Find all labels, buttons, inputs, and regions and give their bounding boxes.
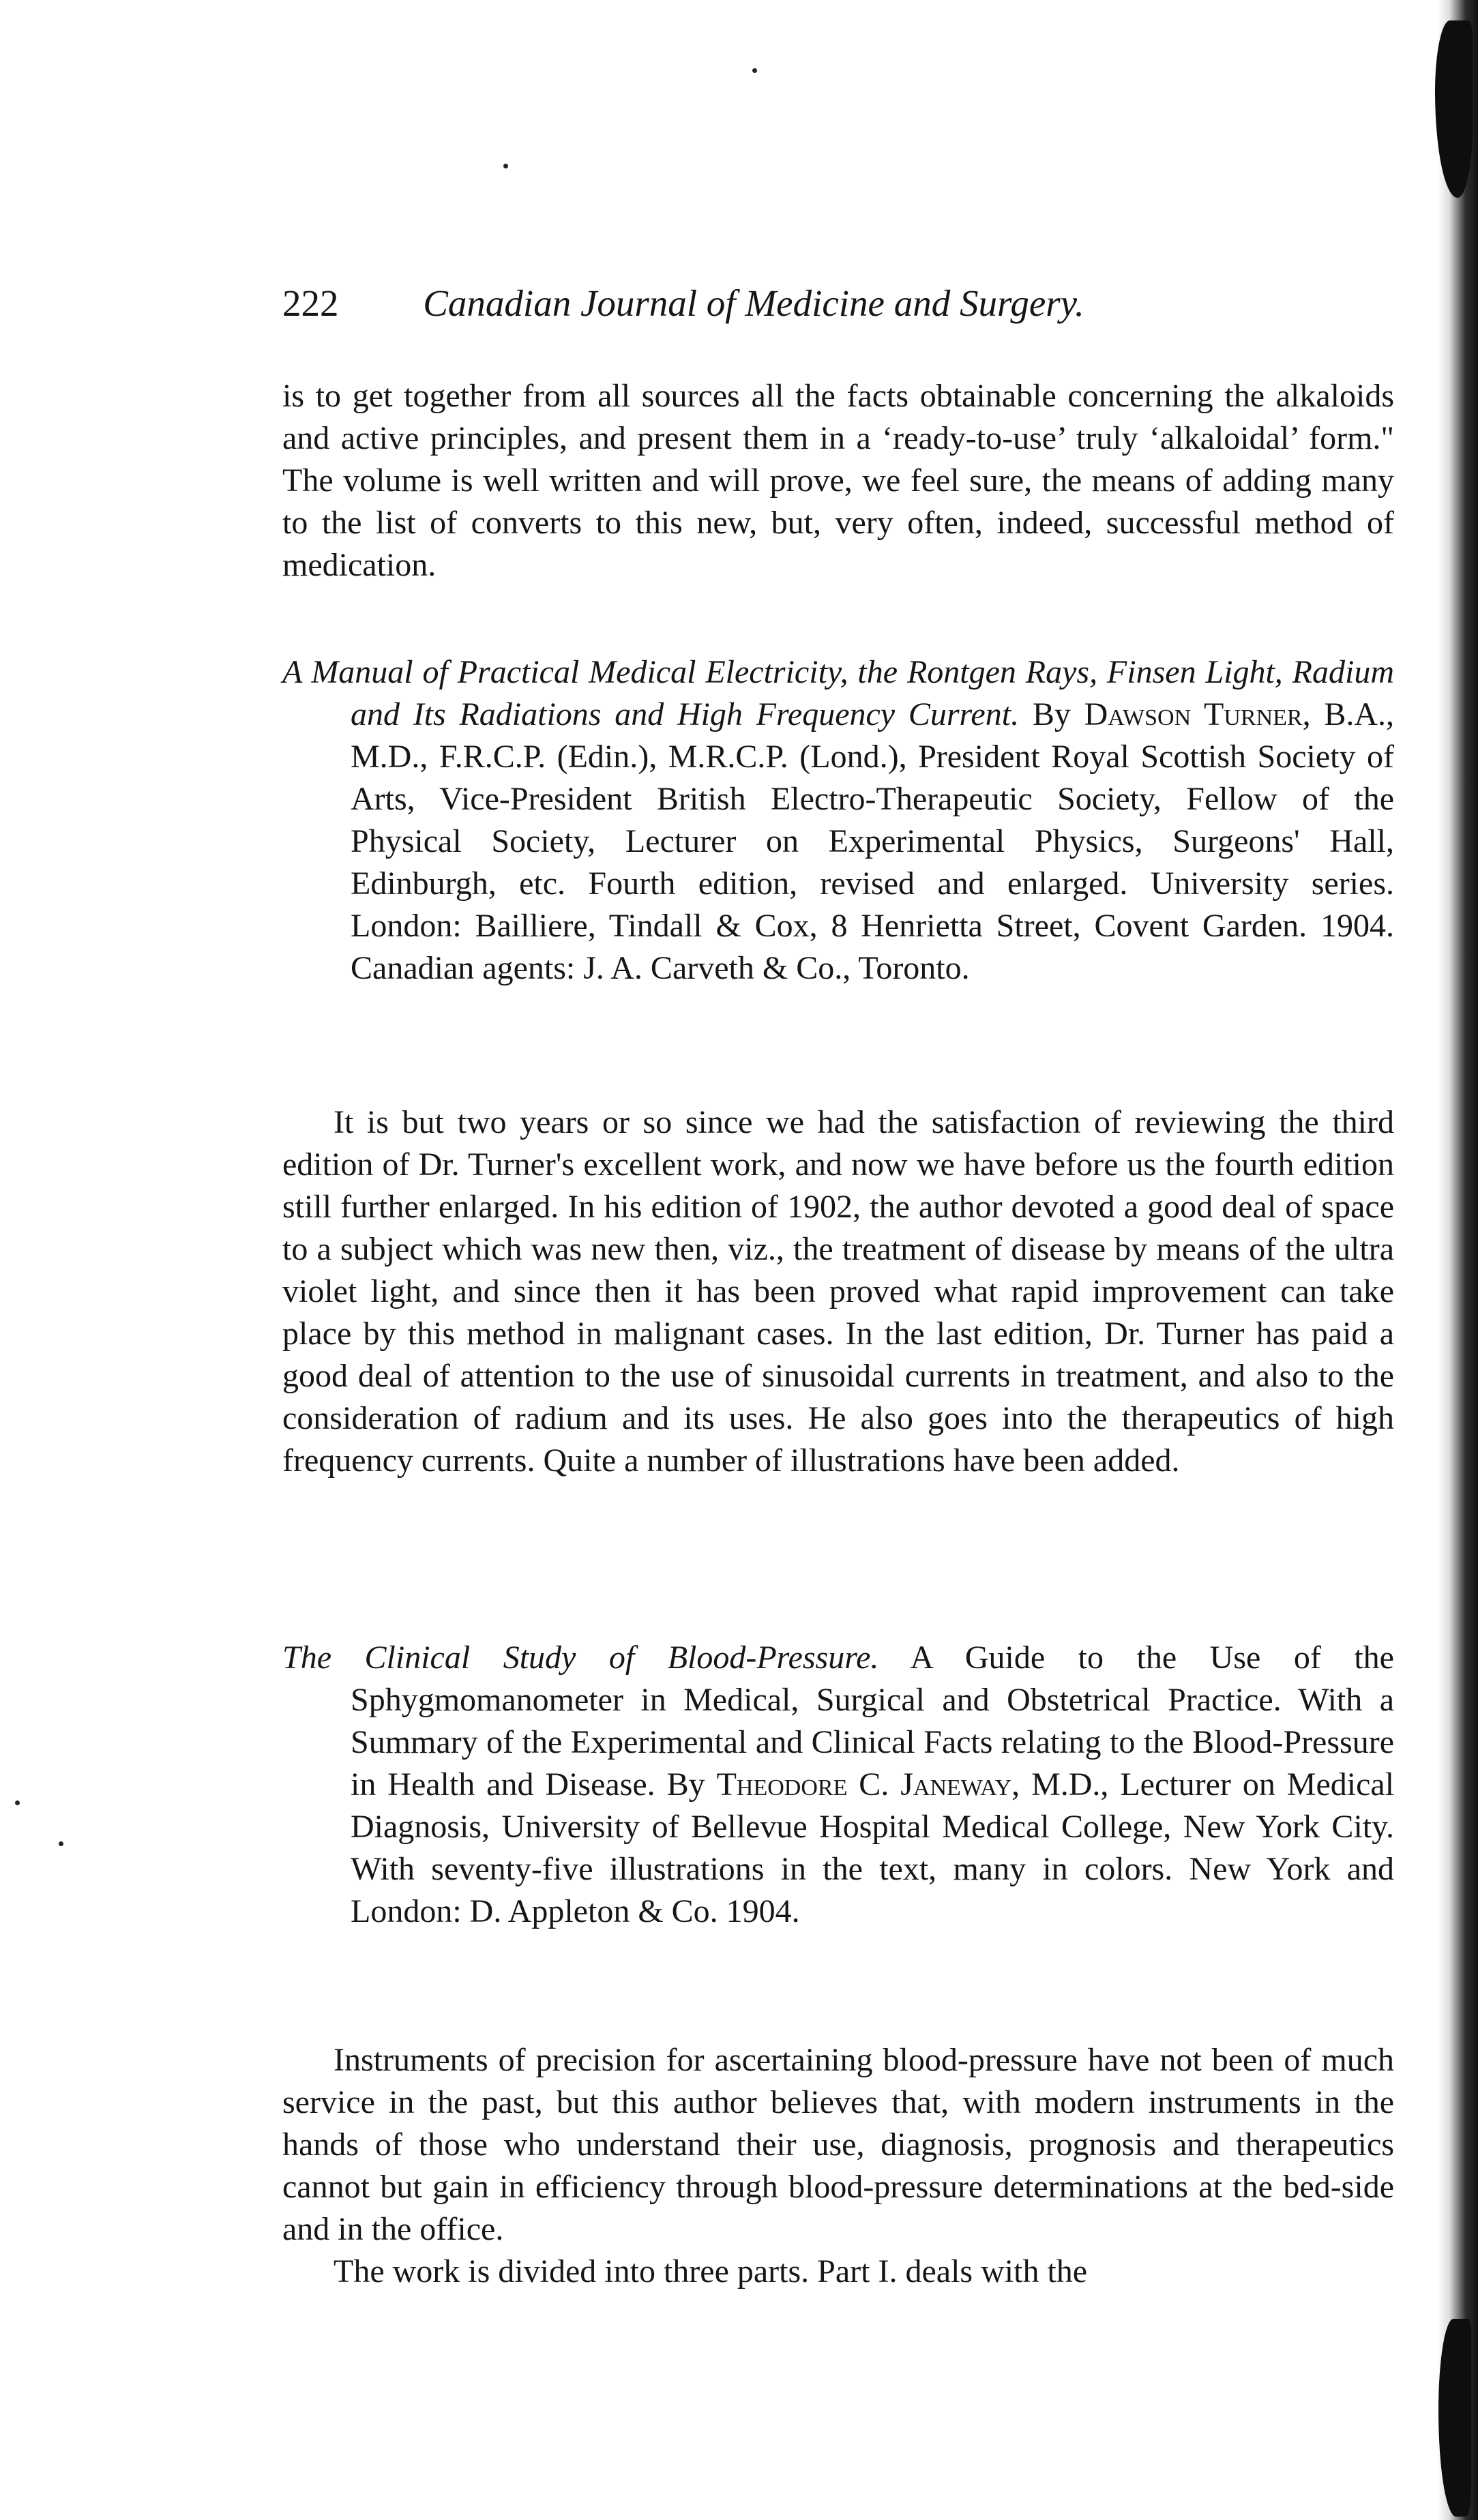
scan-speck (15, 1800, 20, 1805)
review-paragraph: Instruments of precision for ascertaining blood-pressure have not been of much service in the past, but this author believes that, with modern instruments in the hands of those who understand their use, diagnosis, prognosis and therapeutics cannot but gain in efficiency through blood-pressure determinations at the bed-side and in the office. (282, 2042, 1394, 2247)
bibliographic-entry (282, 651, 1394, 990)
book-details: B.A., M.D., F.R.C.P. (Edin.), M.R.C.P. (Lond.), President Royal Scottish Society of Arts, Vice-President British Electro-Therapeutic Society, Fellow of the Physical Society, Lecturer on Experimental Physics, Surgeons' Hall, Edinburgh, etc. Fourth edition, revised and enlarged. University series. London: Bailliere, Tindall & Cox, 8 Henrietta Street, Covent Garden. 1904. Canadian agents: J. A. Carveth & Co., Toronto. (351, 696, 1395, 986)
author-name: Theodore C. Janeway, (716, 1766, 1020, 1803)
book-subtitle: A Guide to the Use of the Sphygmomanometer in Medical, Surgical and Obstetrical Practice. With a Summary of the Experimental and Clinical Facts relating to the Blood-Pressure in Health and Disease. (351, 1640, 1394, 1803)
scan-speck (59, 1841, 63, 1846)
by-word: By (666, 1766, 705, 1803)
scan-speck (503, 164, 508, 168)
running-title: Canadian Journal of Medicine and Surgery. (423, 282, 1084, 324)
review-paragraph: It is but two years or so since we had the satisfaction of reviewing the third edition of Dr. Turner's excellent work, and now we have before us the fourth edition still further enlarged. In his edition of 1902, the author devoted a good deal of space to a subject which was new then, viz., the treatment of disease by means of the ultra violet light, and since then it has been proved what rapid improvement can take place by this method in malignant cases. In the last edition, Dr. Turner has paid a good deal of attention to the use of sinusoidal currents in treatment, and also to the consideration of radium and its uses. He also goes into the therapeutics of high frequency currents. Quite a number of illustrations have been added. (282, 1104, 1394, 1479)
book-details: M.D., Lecturer on Medical Diagnosis, University of Bellevue Hospital Medical College, New York City. With seventy-five illustrations in the text, many in colors. New York and London: D. Appleton & Co. 1904. (351, 1766, 1395, 1929)
scan-edge-shadow (1437, 0, 1478, 2520)
review-body-electricity (282, 1101, 1394, 1482)
book-title: A Manual of Practical Medical Electricity, the Rontgen Rays, Finsen Light, Radium and Its Radiations and High Frequency Current. (282, 654, 1394, 732)
book-title: The Clinical Study of Blood-Pressure. (282, 1640, 879, 1676)
review-entry-electricity (282, 651, 1394, 990)
intro-paragraph: is to get together from all sources all the facts obtainable concerning the alkaloids and active principles, and present them in a ‘ready-to-use’ truly ‘alkaloidal’ form." The volume is well written and will prove, we feel sure, the means of adding many to the list of converts to this new, but, very often, indeed, successful method of medication. (282, 378, 1394, 583)
review-entry-blood-pressure (282, 1637, 1394, 1933)
scan-edge-blot (1438, 2319, 1471, 2517)
author-name: Dawson Turner, (1084, 696, 1311, 732)
review-body-blood-pressure (282, 2039, 1394, 2293)
bibliographic-entry (282, 1637, 1394, 1933)
page-number: 222 (282, 282, 339, 324)
running-header (282, 273, 1224, 334)
intro-paragraph-block (282, 375, 1394, 587)
by-word: By (1032, 696, 1071, 732)
scan-speck (752, 68, 757, 73)
review-paragraph: The work is divided into three parts. Part I. deals with the (334, 2253, 1088, 2289)
